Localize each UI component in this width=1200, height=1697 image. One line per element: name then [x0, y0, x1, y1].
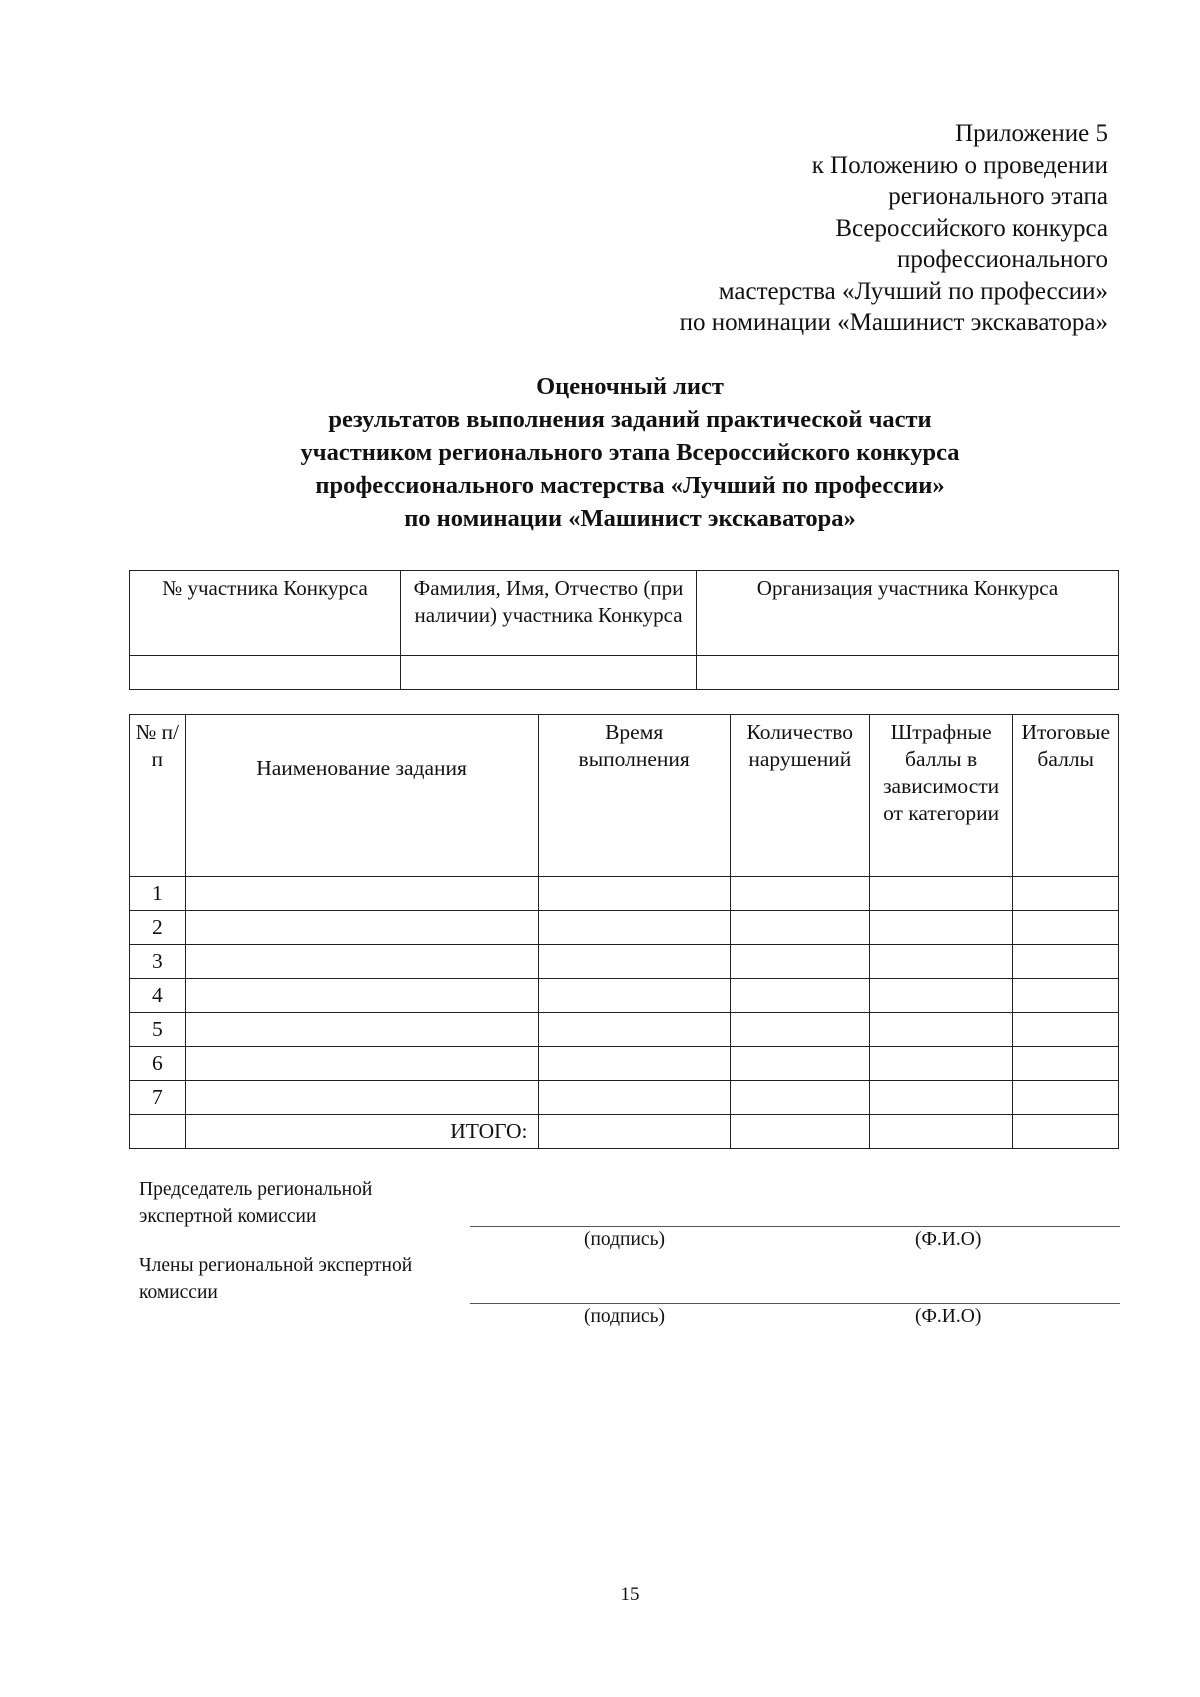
appendix-line: к Положению о проведении	[811, 151, 1108, 179]
row-number: 7	[130, 1081, 186, 1115]
penalty-cell[interactable]	[869, 1013, 1013, 1047]
table-row	[130, 979, 1119, 1013]
total-row-number-cell	[130, 1115, 186, 1149]
header-participant-number: № участника Конкурса	[130, 571, 401, 656]
row-number: 6	[130, 1047, 186, 1081]
row-number: 1	[130, 877, 186, 911]
total-points-cell[interactable]	[1013, 1115, 1119, 1149]
participant-table	[129, 570, 1119, 690]
total-time-cell[interactable]	[538, 1115, 730, 1149]
violations-cell[interactable]	[730, 945, 869, 979]
total-penalty-cell[interactable]	[869, 1115, 1013, 1149]
violations-cell[interactable]	[730, 877, 869, 911]
chairman-signature-line[interactable]	[470, 1226, 1120, 1227]
members-signature-caption: (подпись)	[584, 1306, 665, 1327]
members-label: Члены региональной экспертной комиссии	[139, 1255, 413, 1303]
task-name-cell[interactable]	[185, 1013, 538, 1047]
violations-cell[interactable]	[730, 911, 869, 945]
title-line: Оценочный лист	[536, 373, 724, 400]
penalty-cell[interactable]	[869, 1047, 1013, 1081]
participant-input-row	[130, 656, 1119, 690]
appendix-line: по номинации «Машинист экскаватора»	[679, 309, 1108, 336]
time-cell[interactable]	[538, 911, 730, 945]
time-cell[interactable]	[538, 945, 730, 979]
total-cell[interactable]	[1013, 979, 1119, 1013]
task-name-cell[interactable]	[185, 979, 538, 1013]
row-number: 2	[130, 911, 186, 945]
total-cell[interactable]	[1013, 877, 1119, 911]
title-line: по номинации «Машинист экскаватора»	[404, 505, 856, 532]
time-cell[interactable]	[538, 1047, 730, 1081]
time-cell[interactable]	[538, 877, 730, 911]
chairman-label: Председатель региональной экспертной комиссии	[139, 1179, 373, 1227]
header-full-name: Фамилия, Имя, Отчество (при наличии) участника Конкурса	[401, 571, 697, 656]
time-cell[interactable]	[538, 1081, 730, 1115]
chairman-signature-caption: (подпись)	[584, 1229, 665, 1250]
appendix-line: мастерства «Лучший по профессии»	[718, 277, 1108, 305]
penalty-cell[interactable]	[869, 979, 1013, 1013]
total-violations-cell[interactable]	[730, 1115, 869, 1149]
penalty-cell[interactable]	[869, 911, 1013, 945]
participant-number-cell[interactable]	[130, 656, 401, 690]
table-row	[130, 877, 1119, 911]
header-execution-time: Время выполнения	[538, 715, 730, 877]
penalty-cell[interactable]	[869, 945, 1013, 979]
title-line: профессионального мастерства «Лучший по профессии»	[315, 472, 945, 499]
page-number: 15	[620, 1584, 640, 1605]
time-cell[interactable]	[538, 1013, 730, 1047]
participant-name-cell[interactable]	[401, 656, 697, 690]
total-cell[interactable]	[1013, 1081, 1119, 1115]
row-number: 3	[130, 945, 186, 979]
row-number: 5	[130, 1013, 186, 1047]
title-line: результатов выполнения заданий практической части	[328, 406, 932, 433]
score-table	[129, 714, 1119, 1149]
violations-cell[interactable]	[730, 1047, 869, 1081]
header-penalty-points: Штрафные баллы в зависимости от категории	[869, 715, 1013, 877]
penalty-cell[interactable]	[869, 877, 1013, 911]
header-organization: Организация участника Конкурса	[697, 571, 1119, 656]
row-number: 4	[130, 979, 186, 1013]
total-cell[interactable]	[1013, 945, 1119, 979]
task-name-cell[interactable]	[185, 1081, 538, 1115]
table-row	[130, 1013, 1119, 1047]
appendix-line: профессионального	[897, 246, 1108, 273]
total-row	[130, 1115, 1119, 1149]
appendix-line: регионального этапа	[888, 183, 1108, 210]
time-cell[interactable]	[538, 979, 730, 1013]
header-total-points: Итоговые баллы	[1013, 715, 1119, 877]
participant-header-row	[130, 571, 1119, 656]
total-cell[interactable]	[1013, 1013, 1119, 1047]
appendix-line: Всероссийского конкурса	[835, 214, 1108, 242]
members-signature-line[interactable]	[470, 1303, 1120, 1304]
violations-cell[interactable]	[730, 1013, 869, 1047]
document-title	[0, 370, 1200, 535]
participant-organization-cell[interactable]	[697, 656, 1119, 690]
total-label: ИТОГО:	[185, 1115, 538, 1149]
header-violations: Количество нарушений	[730, 715, 869, 877]
task-name-cell[interactable]	[185, 945, 538, 979]
total-cell[interactable]	[1013, 1047, 1119, 1081]
task-name-cell[interactable]	[185, 877, 538, 911]
table-row	[130, 1081, 1119, 1115]
violations-cell[interactable]	[730, 979, 869, 1013]
total-cell[interactable]	[1013, 911, 1119, 945]
task-name-cell[interactable]	[185, 911, 538, 945]
table-row	[130, 945, 1119, 979]
chairman-name-caption: (Ф.И.О)	[915, 1229, 982, 1250]
title-line: участником регионального этапа Всероссийского конкурса	[300, 439, 960, 466]
task-name-cell[interactable]	[185, 1047, 538, 1081]
members-name-caption: (Ф.И.О)	[915, 1306, 982, 1327]
header-task-name: Наименование задания	[185, 715, 538, 877]
table-row	[130, 1047, 1119, 1081]
appendix-header	[680, 118, 1108, 339]
violations-cell[interactable]	[730, 1081, 869, 1115]
appendix-line: Приложение 5	[955, 120, 1108, 147]
table-row	[130, 911, 1119, 945]
score-header-row	[130, 715, 1119, 877]
penalty-cell[interactable]	[869, 1081, 1013, 1115]
header-row-number: № п/ п	[130, 715, 186, 877]
